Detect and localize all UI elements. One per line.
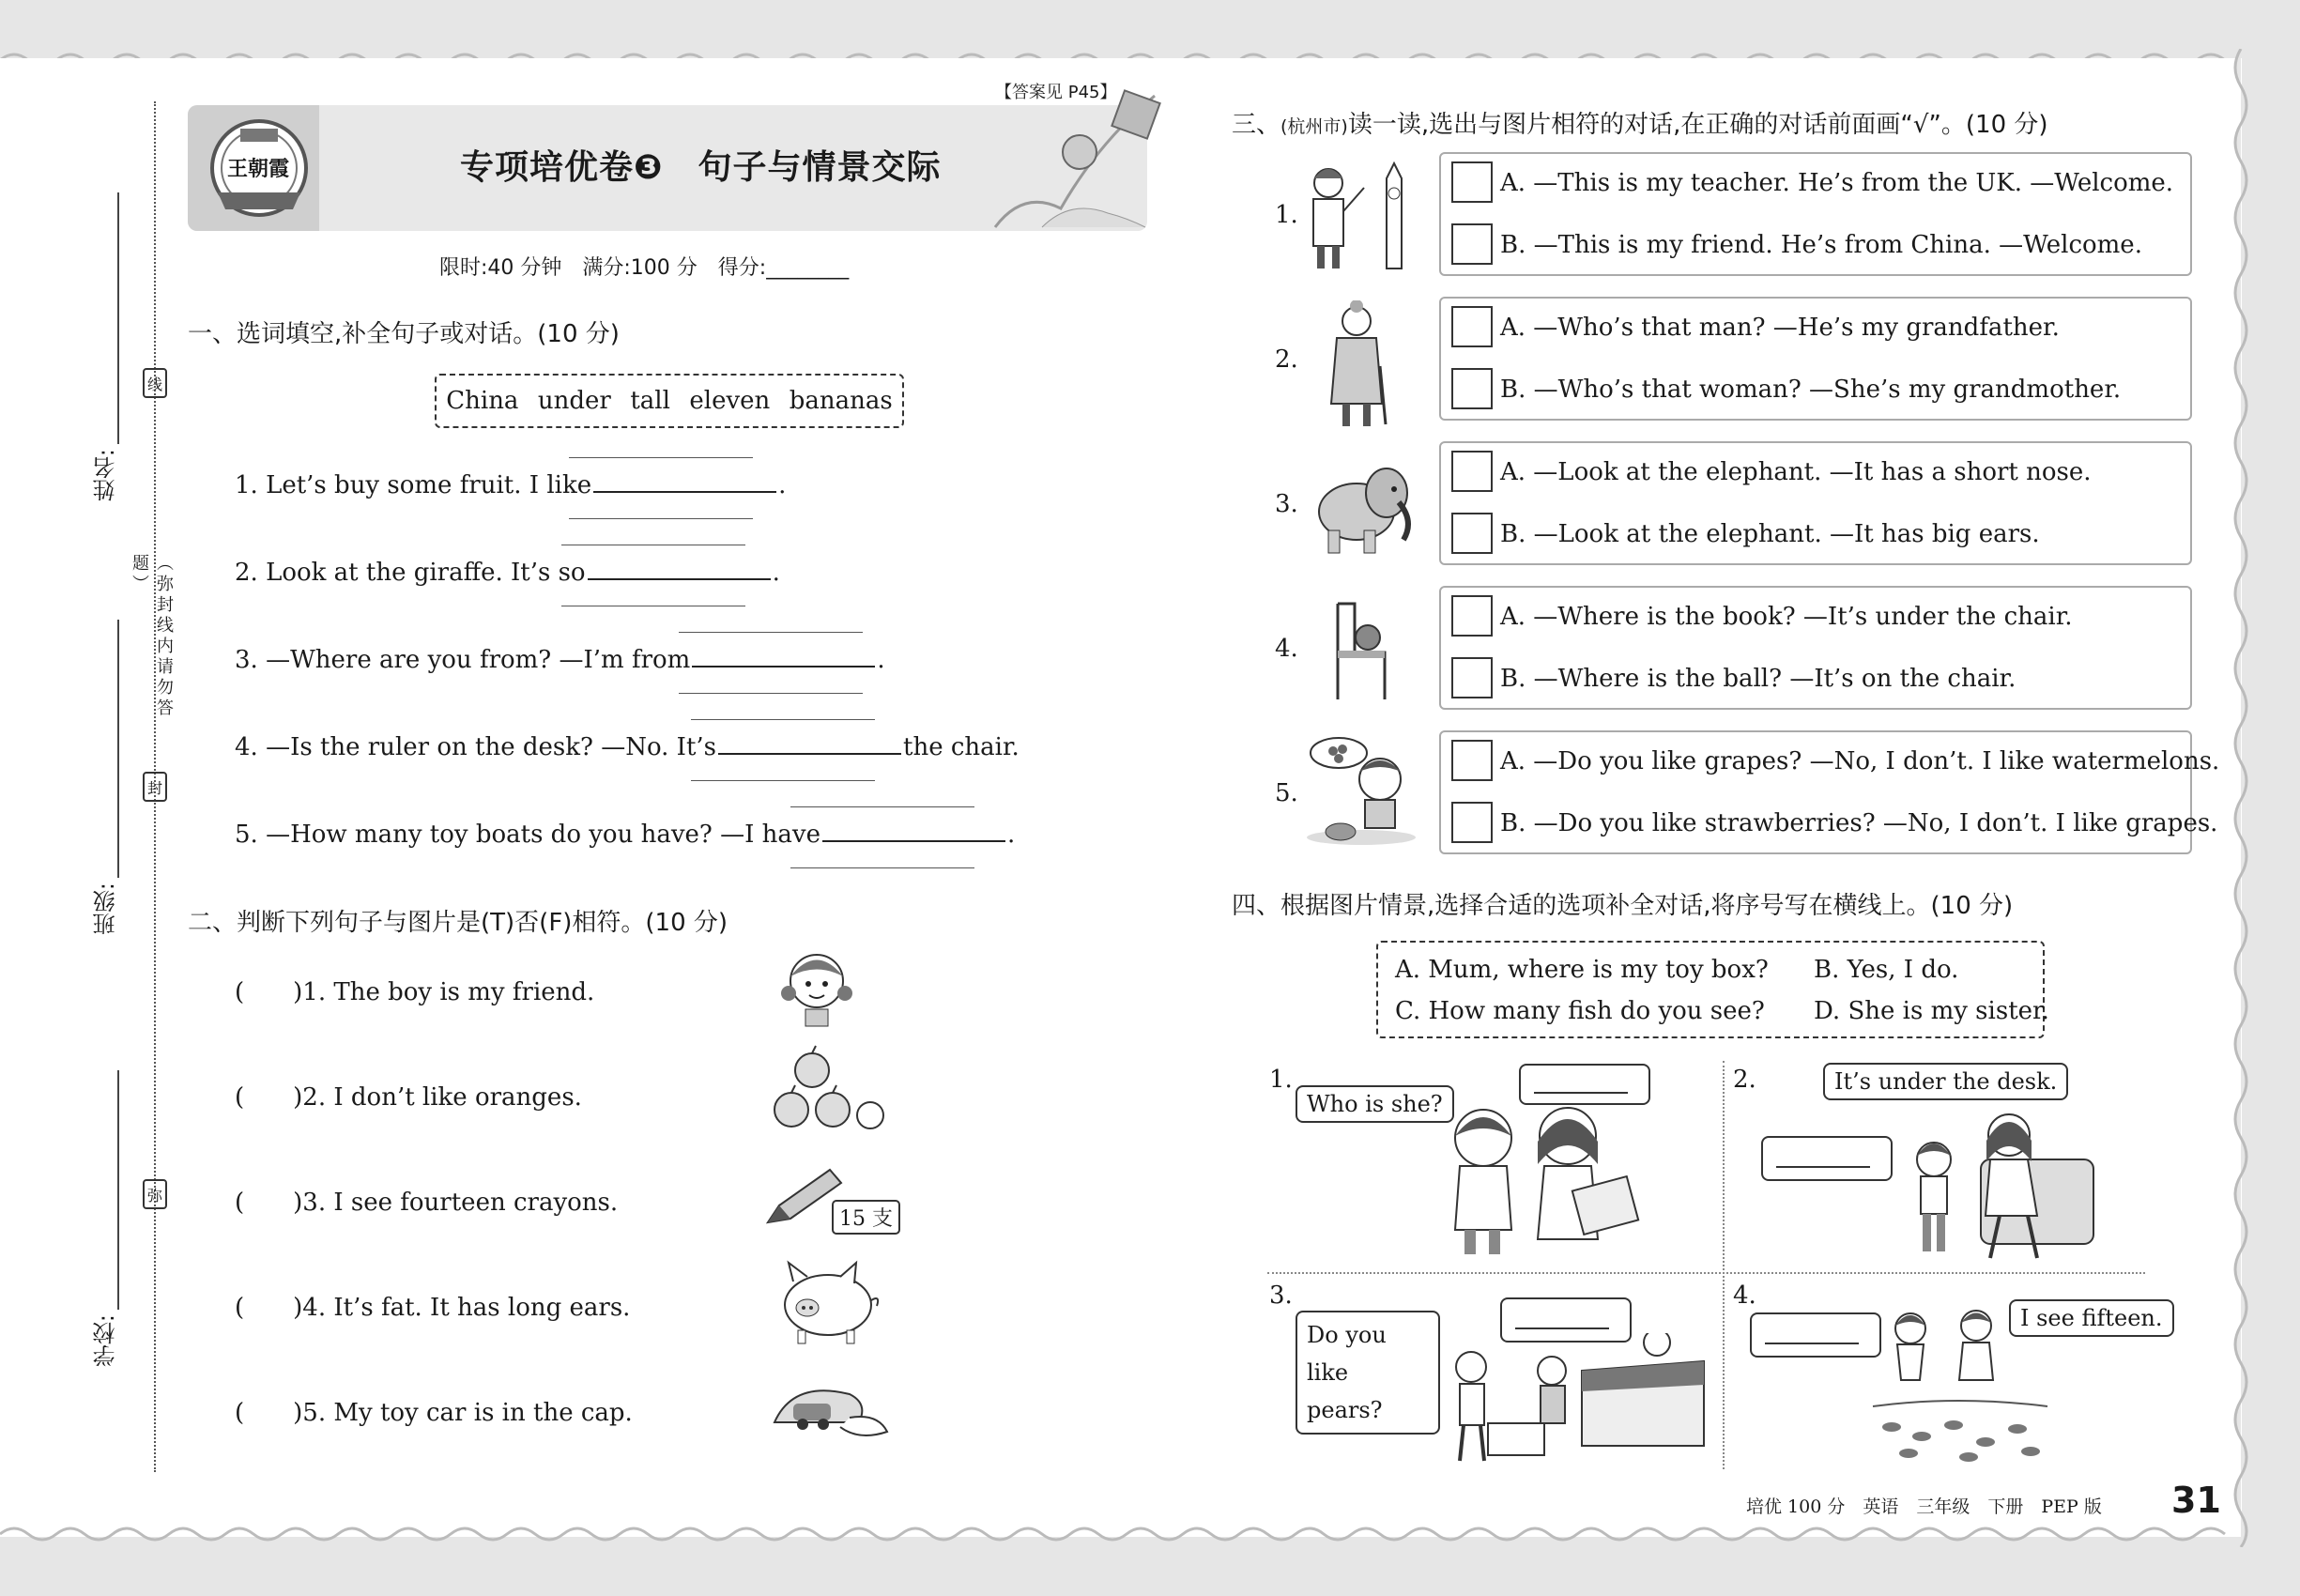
s1-question-4 — [235, 733, 1020, 761]
s4-grid-divider — [1267, 1272, 2145, 1274]
s1-question-2 — [235, 559, 780, 587]
s1-q5-writing-guide — [790, 806, 974, 807]
s2-answer-paren[interactable]: ( ) — [235, 1294, 303, 1322]
school-line[interactable] — [117, 1070, 119, 1310]
section2-heading: 二、判断下列句子与图片是(T)否(F)相符。(10 分) — [188, 909, 728, 937]
fruit-stall-icon — [1450, 1333, 1713, 1465]
seal-mark-feng: 封 — [143, 772, 167, 802]
s1-question-5 — [235, 821, 1015, 849]
s1-q4-writing-guide — [691, 780, 875, 781]
s1-q2-text: 2. Look at the giraffe. It’s so — [235, 559, 586, 587]
s3-item3-option-b: B. —Look at the elephant. —It has big ears. — [1500, 520, 2040, 548]
s4-scene-number: 1. — [1269, 1066, 1293, 1094]
girl-face-icon — [779, 939, 854, 1028]
fishing-kids-icon — [1863, 1305, 2051, 1469]
s1-q1-writing-guide — [569, 518, 753, 519]
s2-item-text: 4. It’s fat. It has long ears. — [302, 1294, 631, 1322]
s3-item-number: 2. — [1275, 345, 1298, 374]
answer-blank-line — [1776, 1166, 1870, 1168]
s3-item1-check-a[interactable] — [1451, 161, 1493, 203]
word-bank-item: eleven — [689, 387, 771, 415]
name-label: 姓名: — [93, 449, 119, 502]
s2-answer-paren[interactable]: ( ) — [235, 1399, 303, 1427]
boy-grapes-icon — [1305, 732, 1422, 850]
s2-answer-paren[interactable]: ( ) — [235, 978, 303, 1006]
s1-q5-writing-guide — [790, 867, 974, 868]
s4-scene1-speech: Who is she? — [1296, 1085, 1454, 1123]
section3-heading — [1232, 105, 2048, 140]
s4-scene-number: 3. — [1269, 1281, 1293, 1310]
s3-item-number: 5. — [1275, 779, 1298, 807]
s4-option-d: D. She is my sister. — [1814, 997, 2049, 1025]
s3-item4-check-b[interactable] — [1451, 657, 1493, 698]
wavy-right-border — [2225, 49, 2257, 1547]
s2-item-5 — [235, 1393, 633, 1428]
s1-q3-writing-guide — [679, 632, 863, 633]
s1-q1-text: 1. Let’s buy some fruit. I like — [235, 471, 592, 499]
word-bank — [435, 374, 904, 428]
s4-scene-number: 2. — [1733, 1066, 1756, 1094]
word-bank-item: bananas — [789, 387, 893, 415]
s1-q5-text: 5. —How many toy boats do you have? —I have — [235, 821, 820, 849]
brand-logo-text: 王朝霞 — [227, 157, 290, 181]
answer-blank-line — [1534, 1092, 1628, 1094]
s1-q1-post: . — [778, 471, 787, 499]
teacher-bigben-icon — [1300, 160, 1422, 272]
s2-item-text: 5. My toy car is in the cap. — [302, 1399, 633, 1427]
s2-item-2 — [235, 1078, 582, 1113]
s1-question-3 — [235, 646, 885, 674]
school-label: 学校: — [93, 1314, 119, 1368]
s4-option-c: C. How many fish do you see? — [1395, 997, 1765, 1025]
word-bank-item: tall — [630, 387, 670, 415]
s3-item2-option-a: A. —Who’s that man? —He’s my grandfather. — [1500, 314, 2060, 342]
s3-item-number: 4. — [1275, 635, 1298, 663]
section1-heading: 一、选词填空,补全句子或对话。(10 分) — [188, 320, 620, 348]
page-title: 专项培优卷❸ 句子与情景交际 — [460, 148, 942, 187]
s3-item1-option-a: A. —This is my teacher. He’s from the UK. —Welcome. — [1500, 169, 2174, 197]
brand-logo — [208, 117, 310, 219]
s3-item4-check-a[interactable] — [1451, 595, 1493, 637]
class-line[interactable] — [117, 620, 119, 878]
class-label: 班级: — [93, 882, 119, 936]
s2-item-1 — [235, 973, 594, 1007]
wavy-bottom-border — [0, 1523, 2300, 1545]
s3-item5-check-b[interactable] — [1451, 802, 1493, 843]
s1-q4-writing-guide — [691, 719, 875, 720]
s1-q5-post: . — [1006, 821, 1016, 849]
s3-item5-check-a[interactable] — [1451, 740, 1493, 781]
s2-answer-paren[interactable]: ( ) — [235, 1189, 303, 1217]
s3-item2-check-b[interactable] — [1451, 368, 1493, 409]
name-line[interactable] — [117, 192, 119, 444]
s4-grid-divider — [1723, 1061, 1725, 1469]
s4-option-a: A. Mum, where is my toy box? — [1395, 956, 1769, 984]
s1-q4-text: 4. —Is the ruler on the desk? —No. It’s — [235, 733, 717, 761]
s3-item5-option-b: B. —Do you like strawberries? —No, I don’t. I like grapes. — [1500, 809, 2218, 837]
answer-reference: 【答案见 P45】 — [995, 83, 1117, 102]
s1-q4-post: the chair. — [903, 733, 1020, 761]
s2-answer-paren[interactable]: ( ) — [235, 1083, 303, 1112]
s3-item1-option-b: B. —This is my friend. He’s from China. —Welcome. — [1500, 231, 2142, 259]
section3-heading-text: 读一读,选出与图片相符的对话,在正确的对话前面画“√”。(10 分) — [1347, 111, 2048, 139]
footer-series-info: 培优 100 分 英语 三年级 下册 PEP 版 — [1746, 1496, 2102, 1517]
s3-item3-option-a: A. —Look at the elephant. —It has a short nose. — [1500, 458, 2092, 486]
page-number: 31 — [2171, 1480, 2221, 1521]
word-bank-item: China — [446, 387, 519, 415]
s1-q1-blank[interactable] — [593, 489, 776, 493]
s1-q4-blank[interactable] — [718, 751, 901, 755]
s3-item5-option-a: A. —Do you like grapes? —No, I don’t. I like watermelons. — [1500, 747, 2220, 775]
s3-item4-option-a: A. —Where is the book? —It’s under the chair. — [1500, 603, 2073, 631]
two-kids-photo-icon — [1427, 1098, 1652, 1258]
s3-item2-option-b: B. —Who’s that woman? —She’s my grandmother. — [1500, 376, 2122, 404]
crayon-count-label: 15 支 — [832, 1200, 900, 1235]
s4-scene4-speech: I see fifteen. — [2009, 1299, 2174, 1337]
oranges-icon — [765, 1042, 892, 1141]
s2-item-text: 2. I don’t like oranges. — [302, 1083, 582, 1112]
s3-item3-check-a[interactable] — [1451, 451, 1493, 492]
s3-item-number: 3. — [1275, 490, 1298, 518]
section4-heading: 四、根据图片情景,选择合适的选项补全对话,将序号写在横线上。(10 分) — [1232, 892, 2014, 920]
s4-scene4-answer-bubble[interactable] — [1750, 1312, 1881, 1358]
s2-item-text: 3. I see fourteen crayons. — [302, 1189, 619, 1217]
s4-option-bank — [1376, 941, 2049, 1038]
s1-q2-post: . — [772, 559, 780, 587]
s4-scene2-answer-bubble[interactable] — [1761, 1136, 1893, 1181]
s1-q1-writing-guide — [569, 457, 753, 458]
s2-item-3 — [235, 1183, 618, 1218]
s4-option-b: B. Yes, I do. — [1814, 956, 1959, 984]
cap-car-icon — [765, 1375, 892, 1450]
s2-item-4 — [235, 1288, 630, 1323]
s3-item-number: 1. — [1275, 201, 1298, 229]
seal-mark-mi: 弥 — [143, 1179, 167, 1209]
s4-scene3-speech: Do you like pears? — [1296, 1311, 1440, 1435]
s1-q3-writing-guide — [679, 693, 863, 694]
s3-item2-check-a[interactable] — [1451, 306, 1493, 347]
s4-scene2-speech: It’s under the desk. — [1823, 1063, 2068, 1100]
s1-q2-blank[interactable] — [588, 576, 771, 580]
s1-q3-blank[interactable] — [692, 664, 875, 668]
s1-q5-blank[interactable] — [822, 838, 1005, 842]
section3-heading-number: 三、 — [1232, 111, 1281, 139]
s2-item-text: 1. The boy is my friend. — [302, 978, 595, 1006]
elephant-icon — [1310, 455, 1418, 559]
s4-scene-number: 4. — [1733, 1281, 1756, 1310]
grandmother-icon — [1324, 300, 1389, 432]
s1-q3-text: 3. —Where are you from? —I’m from — [235, 646, 691, 674]
seal-note: （弥封线内请勿答题） — [130, 554, 174, 719]
seal-mark-xian: 线 — [143, 368, 167, 398]
word-bank-item: under — [537, 387, 611, 415]
ball-chair-icon — [1319, 596, 1403, 704]
section3-heading-city: (杭州市) — [1280, 116, 1348, 137]
s3-item3-check-b[interactable] — [1451, 513, 1493, 554]
answer-blank-line — [1765, 1343, 1859, 1344]
s1-question-1 — [235, 471, 786, 499]
banner-decoration-icon — [986, 86, 1164, 232]
answer-blank-line — [1515, 1327, 1609, 1329]
boy-mum-sofa-icon — [1896, 1103, 2098, 1267]
s3-item1-check-b[interactable] — [1451, 223, 1493, 265]
s1-q3-post: . — [877, 646, 885, 674]
pig-icon — [770, 1253, 887, 1347]
exam-limits: 限时:40 分钟 满分:100 分 得分:________ — [439, 256, 850, 280]
s3-item4-option-b: B. —Where is the ball? —It’s on the chair. — [1500, 665, 2016, 693]
